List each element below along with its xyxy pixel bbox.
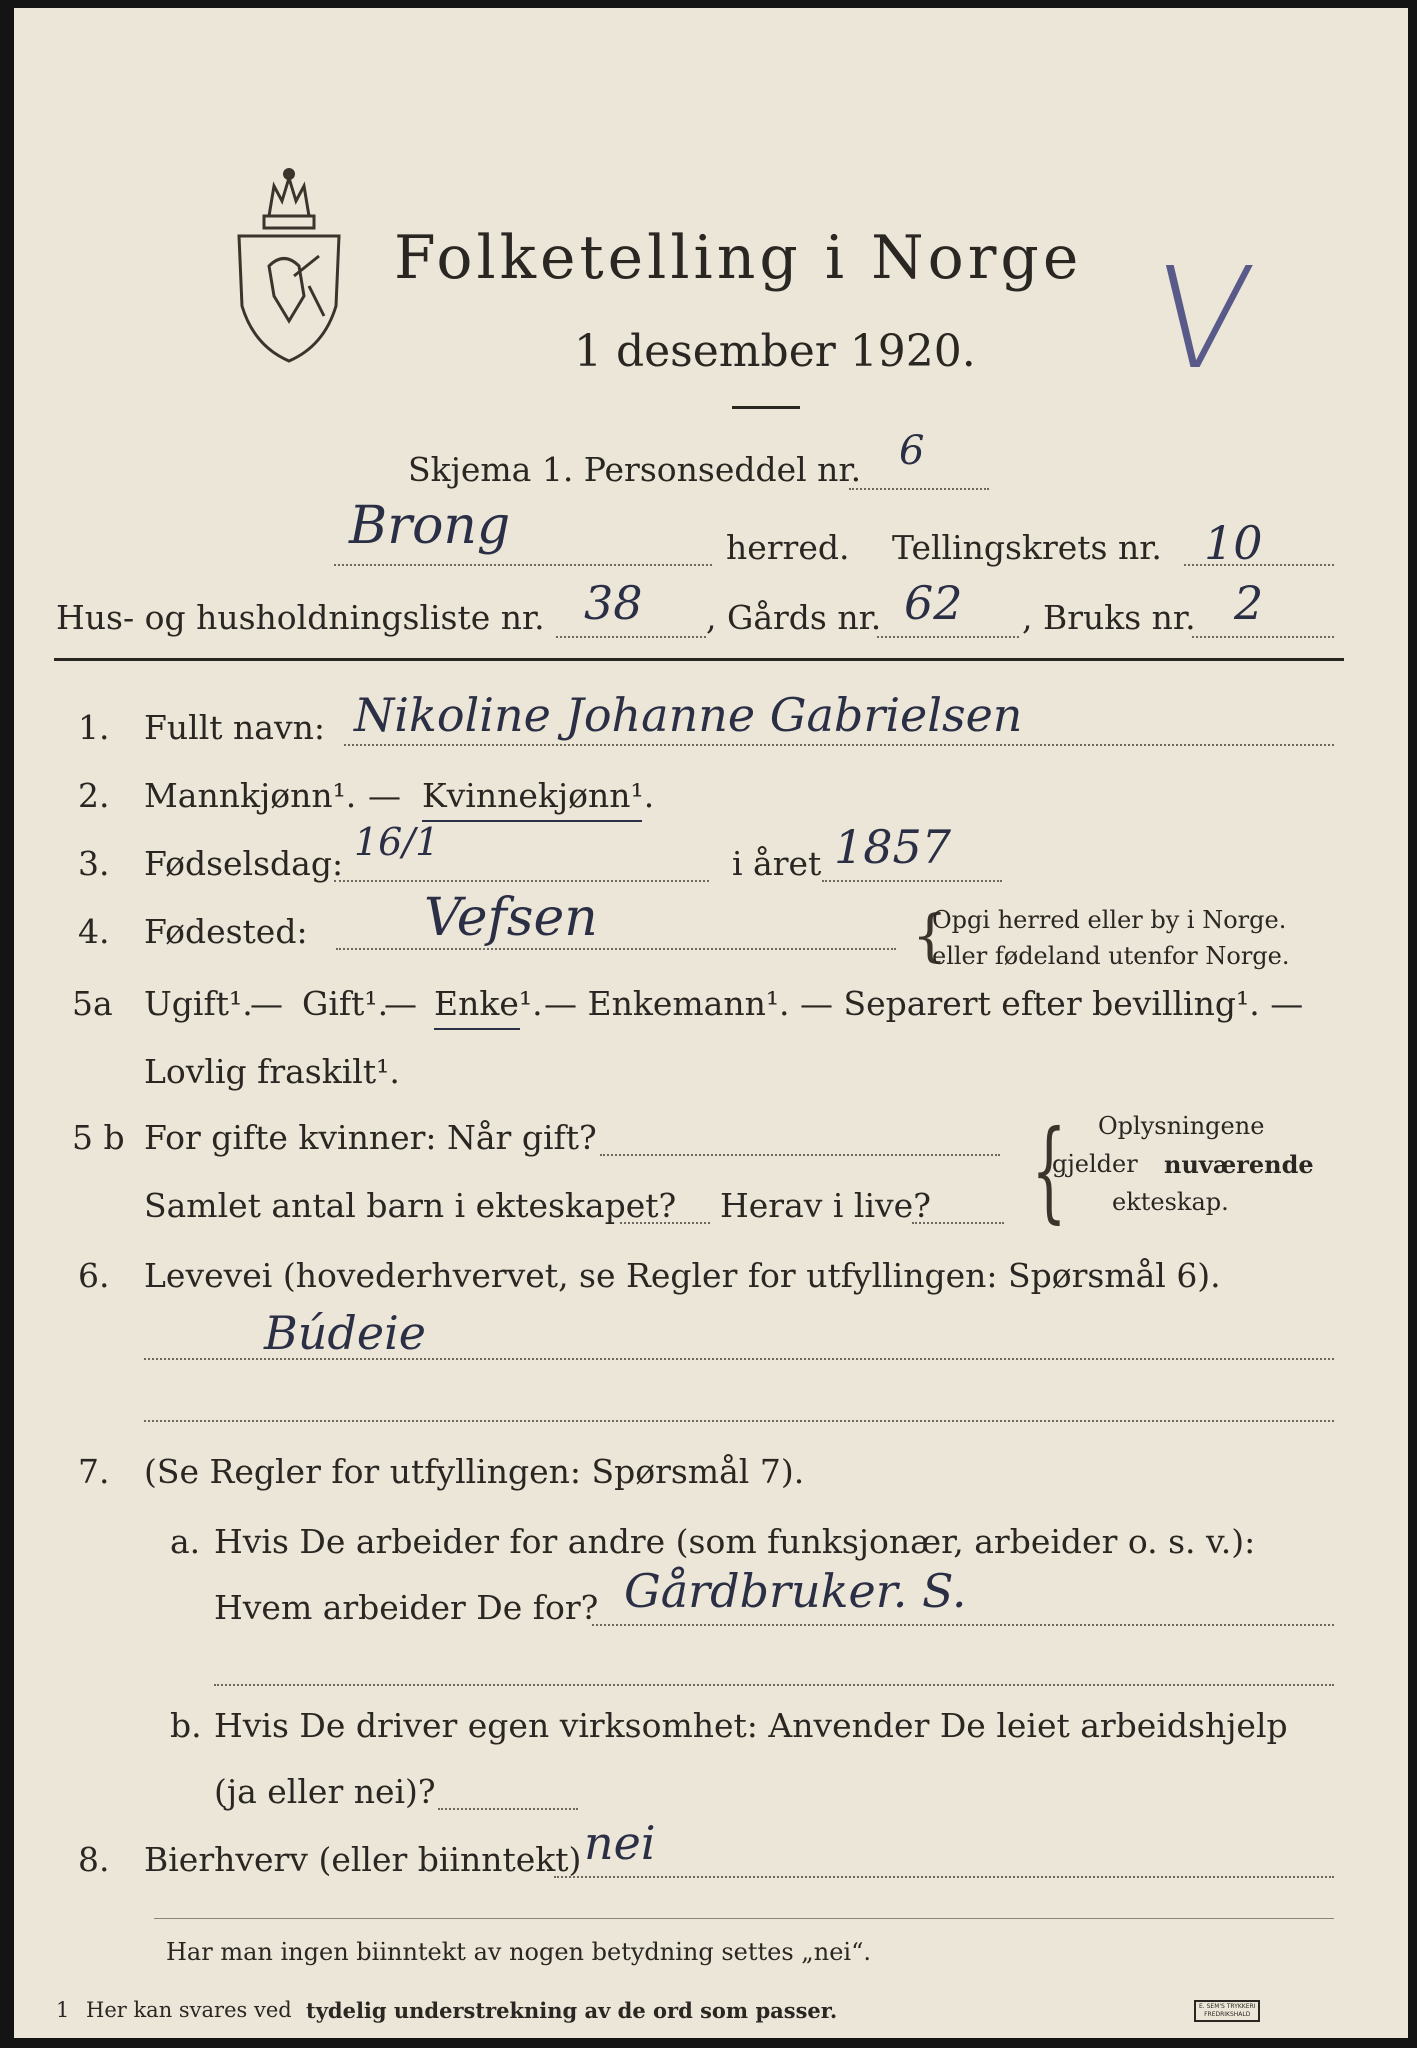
- herred-label: herred.: [726, 528, 850, 567]
- q5b-number: 5 b: [72, 1118, 125, 1157]
- q5a-number: 5a: [72, 984, 113, 1023]
- title-divider: [732, 406, 800, 409]
- q5a-rest: — Enkemann¹. — Separert efter bevilling¹. —: [544, 984, 1304, 1023]
- norway-coat-of-arms-icon: [224, 156, 354, 366]
- schema-dotline: [849, 488, 989, 490]
- q1-value: Nikoline Johanne Gabrielsen: [354, 688, 1023, 742]
- gards-label: , Gårds nr.: [706, 598, 882, 637]
- printer-stamp-line2: FREDRIKSHALD: [1204, 2011, 1251, 2018]
- q4-dotline: [336, 948, 896, 950]
- q5b-children-dotline: [620, 1222, 710, 1224]
- q7b-dotline: [438, 1808, 578, 1810]
- q5a-underline: [434, 1028, 520, 1030]
- q7a-dotline-2: [214, 1684, 1334, 1686]
- q3-value: 16/1: [354, 820, 440, 864]
- q3-label: Fødselsdag:: [144, 844, 344, 883]
- q1-label: Fullt navn:: [144, 708, 325, 747]
- footer-rule: [154, 1918, 1334, 1919]
- form-title: Folketelling i Norge: [394, 223, 1083, 293]
- q2-underline: [422, 820, 642, 822]
- q5b-line1: For gifte kvinner: Når gift?: [144, 1118, 597, 1157]
- q5a-gift: Gift¹.: [302, 984, 389, 1023]
- q5b-note2b: nuværende: [1164, 1150, 1314, 1179]
- census-form: [14, 8, 1408, 2038]
- q5b-note-brace: {: [1031, 1106, 1067, 1234]
- q1-dotline: [344, 744, 1334, 746]
- hus-dotline: [556, 636, 706, 638]
- krets-label: Tellingskrets nr.: [892, 528, 1162, 567]
- footnote-text-b: tydelig understrekning av de ord som passer.: [306, 1998, 838, 2023]
- q5a-ugift: Ugift¹.: [144, 984, 253, 1023]
- q7b-letter: b.: [170, 1706, 202, 1745]
- footnote-text-a: Her kan svares ved: [86, 1998, 292, 2022]
- q2-female: Kvinnekjønn¹.: [422, 776, 655, 815]
- q7a-line2: Hvem arbeider De for?: [214, 1588, 599, 1627]
- hus-label: Hus- og husholdningsliste nr.: [56, 598, 545, 637]
- q7b-line1: Hvis De driver egen virksomhet: Anvender De leiet arbeidshjelp: [214, 1706, 1288, 1745]
- q5a-line2: Lovlig fraskilt¹.: [144, 1052, 400, 1091]
- q7-number: 7.: [78, 1452, 110, 1491]
- q3-number: 3.: [78, 844, 110, 883]
- q4-note-line2: eller fødeland utenfor Norge.: [932, 942, 1290, 970]
- header-rule: [54, 658, 1344, 661]
- q4-note-line1: Opgi herred eller by i Norge.: [932, 906, 1287, 934]
- q8-dotline: [554, 1876, 1334, 1878]
- bruks-value: 2: [1234, 576, 1264, 630]
- q8-value: nei: [584, 1816, 656, 1870]
- bruks-label: , Bruks nr.: [1022, 598, 1196, 637]
- gards-dotline: [877, 636, 1019, 638]
- q6-label: Levevei (hovederhvervet, se Regler for utfyllingen: Spørsmål 6).: [144, 1256, 1221, 1295]
- q3-dotline: [334, 880, 709, 882]
- herred-dotline: [334, 564, 712, 566]
- q7-label: (Se Regler for utfyllingen: Spørsmål 7).: [144, 1452, 805, 1491]
- q4-label: Fødested:: [144, 912, 308, 951]
- q6-number: 6.: [78, 1256, 110, 1295]
- q7a-value: Gårdbruker. S.: [624, 1564, 967, 1618]
- q7a-dotline-1: [592, 1624, 1334, 1626]
- q6-dotline-2: [144, 1420, 1334, 1422]
- q4-note-brace: {: [912, 904, 948, 969]
- form-date: 1 desember 1920.: [574, 326, 976, 377]
- q4-number: 4.: [78, 912, 110, 951]
- schema-label: Skjema 1. Personseddel nr.: [408, 450, 862, 489]
- q5a-sep1: —: [250, 984, 283, 1023]
- q2-male: Mannkjønn¹.: [144, 776, 357, 815]
- printer-stamp: [1194, 2000, 1260, 2022]
- krets-value: 10: [1204, 516, 1263, 570]
- q7b-line2: (ja eller nei)?: [214, 1772, 436, 1811]
- q5a-sep2: —: [384, 984, 417, 1023]
- herred-value: Brong: [349, 496, 511, 556]
- q2-number: 2.: [78, 776, 110, 815]
- q3-year-label: i året: [732, 844, 822, 883]
- q5b-note2a: gjelder: [1052, 1150, 1138, 1178]
- footer-note: Har man ingen biinntekt av nogen betydning settes „nei“.: [166, 1938, 871, 1966]
- q8-number: 8.: [78, 1840, 110, 1879]
- q8-label: Bierhverv (eller biinntekt): [144, 1840, 582, 1879]
- gards-value: 62: [904, 576, 963, 630]
- q6-value: Búdeie: [264, 1306, 427, 1360]
- printer-stamp-line1: E. SEM'S TRYKKERI: [1199, 2003, 1256, 2010]
- q3-year-value: 1857: [834, 820, 952, 874]
- q3-year-dotline: [822, 880, 1002, 882]
- q7a-letter: a.: [170, 1522, 201, 1561]
- q5b-note3: ekteskap.: [1112, 1188, 1229, 1216]
- q5a-enke: Enke¹.: [434, 984, 543, 1023]
- q7a-line1: Hvis De arbeider for andre (som funksjonær, arbeider o. s. v.):: [214, 1522, 1256, 1561]
- check-mark: V: [1142, 238, 1262, 401]
- q5b-alive-dotline: [912, 1222, 1004, 1224]
- q2-sep: —: [368, 776, 401, 815]
- q5b-children-label: Samlet antal barn i ekteskapet?: [144, 1186, 677, 1225]
- q5b-note1: Oplysningene: [1098, 1112, 1265, 1140]
- q5b-alive-label: Herav i live?: [720, 1186, 931, 1225]
- q1-number: 1.: [78, 708, 110, 747]
- q5b-married-dotline: [600, 1154, 1000, 1156]
- schema-value: 6: [899, 428, 925, 474]
- footnote-number: 1: [56, 1998, 70, 2022]
- q6-dotline-1: [144, 1358, 1334, 1360]
- hus-value: 38: [584, 576, 643, 630]
- q4-value: Vefsen: [424, 888, 598, 948]
- bruks-dotline: [1192, 636, 1334, 638]
